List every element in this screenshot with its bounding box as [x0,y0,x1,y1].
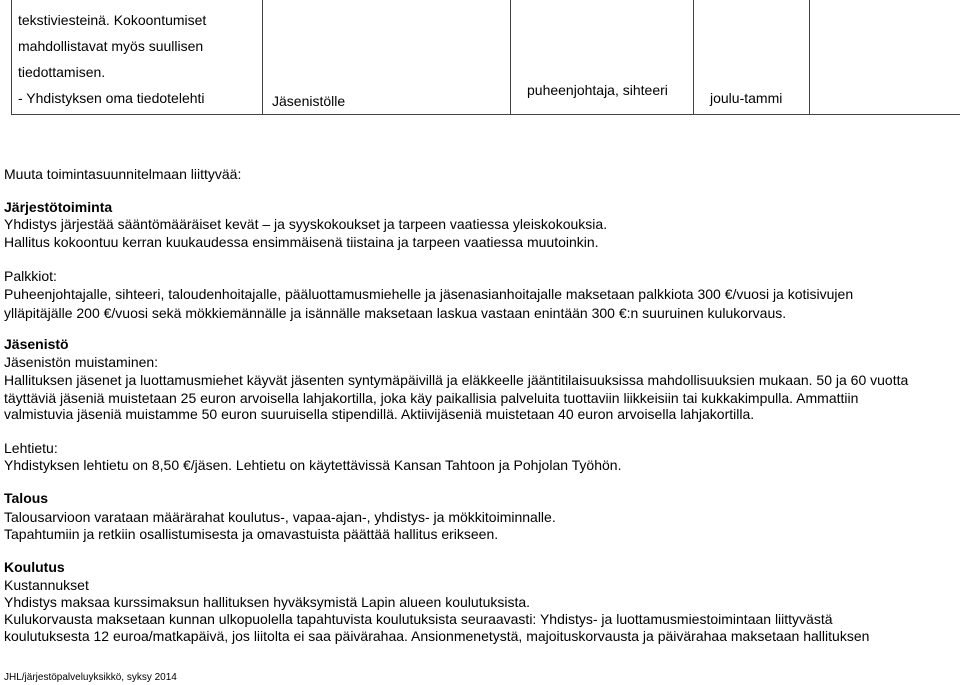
body-line: Muuta toimintasuunnitelmaan liittyvää: [4,166,242,182]
body-line: Yhdistyksen lehtietu on 8,50 €/jäsen. Lehtietu on käytettävissä Kansan Tahtoon ja Pohjolan Työhön. [4,457,622,473]
body-line: koulutuksesta 12 euroa/matkapäivä, jos liitolta ei saa päivärahaa. Ansionmenetystä, majoituskorvausta ja päivärahaa maksetaan hallituksen [4,628,870,644]
section-heading: Järjestötoiminta [4,199,113,215]
body-line: valmistuvia jäseniä muistamme 50 euron suuruisella stipendillä. Aktiivijäseniä muistetaan 40 euron arvoisella lahjakortilla. [4,406,755,422]
body-line: Lehtietu: [4,440,58,456]
table-cell-text: - Yhdistyksen oma tiedotelehti [18,90,205,106]
body-line: Kustannukset [4,577,89,593]
table-divider [510,0,511,114]
body-line: täyttäviä jäseniä muistetaan 25 euron arvoisella lahjakortilla, joka käy paikallisia palveluita tuottaviin liikkeisiin tai kukkakimpulla. Ammattiin [4,390,859,406]
body-line: Hallitus kokoontuu kerran kuukaudessa ensimmäisenä tiistaina ja tarpeen vaatiessa muutoinkin. [4,234,599,250]
body-line: ylläpitäjälle 200 €/vuosi sekä mökkiemännälle ja isännälle maksetaan laskua vastaan enintään 300 €:n suuruinen kulukorvaus. [4,305,787,321]
table-cell-timing: joulu-tammi [710,90,783,106]
table-divider [693,0,694,114]
table-cell-text: tiedottamisen. [18,64,106,80]
body-line: Puheenjohtajalle, sihteeri, taloudenhoitajalle, pääluottamusmiehelle ja jäsenasianhoitajalle maksetaan palkkiota 300 €/vuosi ja kotisivujen [4,286,854,302]
section-heading: Jäsenistö [4,336,69,352]
table-divider [809,0,810,114]
table-cell-text: tekstiviesteinä. Kokoontumiset [18,12,207,28]
section-heading: Talous [4,490,49,506]
body-line: Hallituksen jäsenet ja luottamusmiehet käyvät jäsenten syntymäpäivillä ja eläkkeelle jääntitilaisuuksissa mahdollisuuksien mukaan. 50 ja 60 vuotta [4,372,909,388]
table-divider [262,0,263,114]
body-line: Jäsenistön muistaminen: [4,354,159,370]
table-cell-responsible: puheenjohtaja, sihteeri [527,82,668,98]
body-line: Tapahtumiin ja retkiin osallistumisesta ja omavastuista päättää hallitus erikseen. [4,526,499,542]
page-footer: JHL/järjestöpalveluyksikkö, syksy 2014 [4,672,177,683]
body-line: Talousarvioon varataan määrärahat koulutus-, vapaa-ajan-, yhdistys- ja mökkitoiminnalle. [4,509,556,525]
body-line: Palkkiot: [4,268,57,284]
section-heading: Koulutus [4,559,65,575]
body-line: Yhdistys maksaa kurssimaksun hallituksen hyväksymistä Lapin alueen koulutuksista. [4,594,531,610]
table-cell-audience: Jäsenistölle [272,93,346,109]
table-cell-text: mahdollistavat myös suullisen [18,38,204,54]
body-line: Kulukorvausta maksetaan kunnan ulkopuolella tapahtuvista koulutuksista seuraavasti: Yhdistys- ja luottamusmiestoimintaan liittyvästä [4,611,833,627]
body-line: Yhdistys järjestää sääntömääräiset kevät – ja syyskokoukset ja tarpeen vaatiessa yleiskokouksia. [4,216,608,232]
